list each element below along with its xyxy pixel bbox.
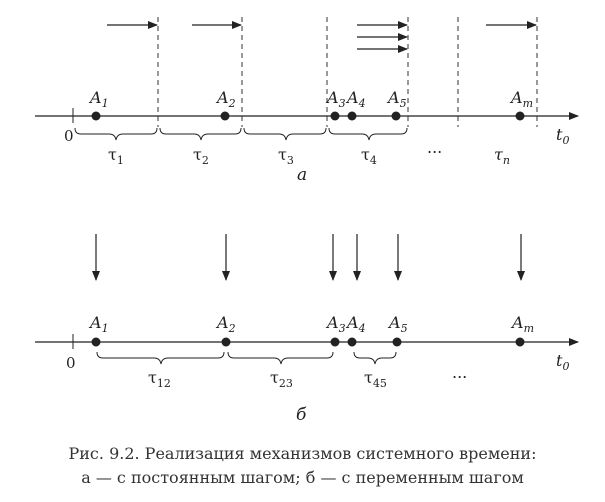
ellipsis: ... [452,363,468,382]
step-arrows-a [107,25,536,49]
interval-brace [228,352,333,364]
event-label: $A_3$ [327,313,346,335]
event-dot [331,338,340,347]
interval-brace [354,352,396,364]
event-dot [92,338,101,347]
interval-brace [97,352,224,364]
interval-label: $\tau_{23}$ [270,368,293,390]
interval-braces-b [97,352,396,364]
interval-brace [244,128,326,140]
interval-label: $\tau_3$ [278,145,294,167]
origin-label-a: 0 [64,127,74,145]
step-boundaries-a [158,17,537,127]
event-label: $A_3$ [327,88,346,110]
figure-caption-line-1: Рис. 9.2. Реализация механизмов системного времени: [68,444,537,463]
interval-label: $\tau_2$ [193,145,209,167]
event-label: $A_1$ [90,88,109,110]
origin-label-b: 0 [66,354,76,372]
event-label: $A_4$ [347,88,366,110]
event-dot [331,112,340,121]
interval-braces-a [75,128,407,140]
ellipsis: ... [427,138,443,157]
event-arrows-b [96,234,521,280]
interval-label: $\tau_4$ [361,145,377,167]
interval-label: $\tau_n$ [494,145,510,167]
axis-label-b: $t_0$ [556,351,570,373]
event-dot [348,338,357,347]
event-dot [516,338,525,347]
event-label: $A_5$ [389,313,408,335]
event-label: $A_2$ [217,313,236,335]
panel-label-a: а [297,165,308,185]
interval-label: $\tau_{12}$ [148,368,171,390]
event-label: $A_5$ [388,88,407,110]
event-label: $A_2$ [217,88,236,110]
event-label: $A_4$ [347,313,366,335]
event-label: $A_m$ [512,313,534,335]
interval-label: $\tau_1$ [108,145,124,167]
panel-b [35,234,578,425]
event-dot [92,112,101,121]
event-label: $A_1$ [90,313,109,335]
event-dot [392,112,401,121]
axis-label-a: $t_0$ [556,125,570,147]
panel-label-b: б [296,405,307,425]
event-dot [516,112,525,121]
event-dot [393,338,402,347]
interval-brace [329,128,407,140]
event-dot [221,112,230,121]
interval-label: $\tau_{45}$ [364,368,387,390]
panel-a [35,17,578,185]
event-dot [222,338,231,347]
interval-brace [160,128,241,140]
interval-brace [75,128,157,140]
event-label: $A_m$ [511,88,533,110]
event-dot [348,112,357,121]
figure-caption-line-2: а — с постоянным шагом; б — с переменным шагом [81,468,524,487]
